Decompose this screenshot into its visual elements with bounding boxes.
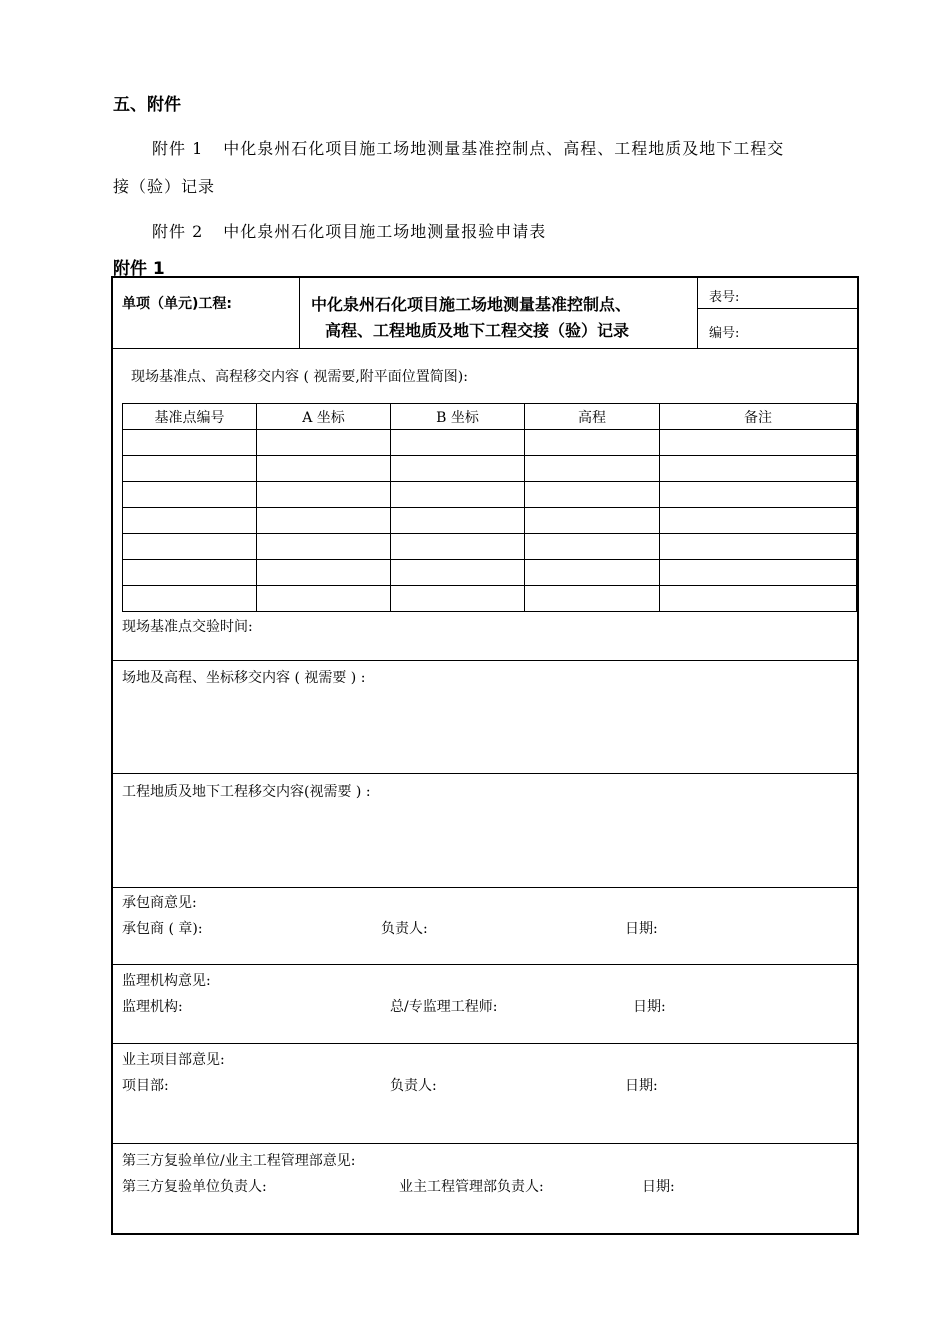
table-cell[interactable]	[660, 508, 857, 534]
header-bottom-line	[113, 348, 857, 349]
owner-person-label: 负责人:	[390, 1078, 437, 1094]
section-divider	[113, 1043, 857, 1044]
contractor-person-label: 负责人:	[381, 921, 428, 937]
benchmark-section-label: 现场基准点、高程移交内容 ( 视需要,附平面位置简图):	[131, 369, 468, 385]
geology-section-label: 工程地质及地下工程移交内容(视需要 ) :	[122, 784, 371, 800]
table-cell[interactable]	[525, 482, 660, 508]
owner-mgmt-person-label: 业主工程管理部负责人:	[399, 1179, 544, 1195]
table-cell[interactable]	[123, 586, 257, 612]
table-cell[interactable]	[257, 456, 391, 482]
table-cell[interactable]	[391, 560, 525, 586]
attachment-1-text-cont: 接（验）记录	[113, 177, 216, 196]
site-section-label: 场地及高程、坐标移交内容 ( 视需要 ) :	[122, 670, 366, 686]
table-cell[interactable]	[257, 482, 391, 508]
owner-opinion-label: 业主项目部意见:	[122, 1052, 225, 1068]
header-divider-1	[299, 278, 300, 348]
table-cell[interactable]	[123, 534, 257, 560]
table-cell[interactable]	[257, 430, 391, 456]
attachment-1-heading: 附件 1	[113, 259, 165, 279]
attachment-1-text: 中化泉州石化项目施工场地测量基准控制点、高程、工程地质及地下工程交	[223, 139, 785, 158]
handover-record-form	[111, 276, 859, 1235]
inspection-time-label: 现场基准点交验时间:	[122, 619, 253, 635]
col-header: 备注	[660, 404, 857, 430]
table-cell[interactable]	[525, 430, 660, 456]
table-header-row	[123, 404, 857, 430]
section-divider	[113, 887, 857, 888]
section-divider	[113, 660, 857, 661]
section-title: 五、附件	[113, 95, 181, 115]
table-cell[interactable]	[123, 508, 257, 534]
attachment-2-line	[152, 219, 546, 242]
table-cell[interactable]	[123, 482, 257, 508]
table-cell[interactable]	[660, 534, 857, 560]
contractor-opinion-label: 承包商意见:	[122, 895, 197, 911]
table-cell[interactable]	[660, 482, 857, 508]
table-cell[interactable]	[391, 508, 525, 534]
table-row	[123, 430, 857, 456]
section-divider	[113, 1143, 857, 1144]
table-cell[interactable]	[257, 560, 391, 586]
col-header: 高程	[525, 404, 660, 430]
table-row	[123, 534, 857, 560]
attachment-2-label: 附件 2	[152, 222, 204, 241]
table-row	[123, 508, 857, 534]
supervisor-opinion-label: 监理机构意见:	[122, 973, 211, 989]
supervisor-date-label: 日期:	[633, 999, 666, 1015]
third-party-opinion-label: 第三方复验单位/业主工程管理部意见:	[122, 1153, 356, 1169]
contractor-seal-label: 承包商 ( 章):	[122, 921, 203, 937]
table-cell[interactable]	[525, 534, 660, 560]
col-header: 基准点编号	[123, 404, 257, 430]
table-cell[interactable]	[660, 586, 857, 612]
owner-dept-label: 项目部:	[122, 1078, 169, 1094]
table-row	[123, 482, 857, 508]
form-title-line1: 中化泉州石化项目施工场地测量基准控制点、	[311, 295, 632, 314]
table-cell[interactable]	[660, 560, 857, 586]
attachment-2-text: 中化泉州石化项目施工场地测量报验申请表	[223, 222, 547, 241]
serial-no-label: 编号:	[709, 326, 740, 341]
table-no-label: 表号:	[709, 290, 740, 305]
table-cell[interactable]	[123, 456, 257, 482]
project-label: 单项（单元)工程:	[122, 296, 232, 312]
header-divider-2	[697, 278, 698, 348]
attachment-1-line	[152, 136, 784, 159]
table-cell[interactable]	[525, 586, 660, 612]
supervisor-unit-label: 监理机构:	[122, 999, 183, 1015]
third-party-date-label: 日期:	[642, 1179, 675, 1195]
table-row	[123, 456, 857, 482]
table-cell[interactable]	[660, 456, 857, 482]
table-cell[interactable]	[123, 560, 257, 586]
table-cell[interactable]	[391, 482, 525, 508]
table-cell[interactable]	[525, 456, 660, 482]
table-cell[interactable]	[391, 456, 525, 482]
table-cell[interactable]	[257, 534, 391, 560]
col-header: B 坐标	[391, 404, 525, 430]
table-cell[interactable]	[660, 430, 857, 456]
supervisor-engineer-label: 总/专监理工程师:	[390, 999, 498, 1015]
form-title-line2: 高程、工程地质及地下工程交接（验）记录	[325, 321, 630, 340]
contractor-date-label: 日期:	[625, 921, 658, 937]
table-cell[interactable]	[123, 430, 257, 456]
attachment-1-label: 附件 1	[152, 139, 204, 158]
section-divider	[113, 773, 857, 774]
table-row	[123, 560, 857, 586]
table-cell[interactable]	[391, 586, 525, 612]
table-row	[123, 586, 857, 612]
table-cell[interactable]	[525, 508, 660, 534]
third-party-person-label: 第三方复验单位负责人:	[122, 1179, 267, 1195]
table-cell[interactable]	[525, 560, 660, 586]
owner-date-label: 日期:	[625, 1078, 658, 1094]
table-cell[interactable]	[257, 508, 391, 534]
section-divider	[113, 964, 857, 965]
header-divider-3	[697, 308, 857, 309]
table-cell[interactable]	[391, 534, 525, 560]
table-cell[interactable]	[391, 430, 525, 456]
benchmark-table	[122, 403, 857, 612]
col-header: A 坐标	[257, 404, 391, 430]
table-cell[interactable]	[257, 586, 391, 612]
